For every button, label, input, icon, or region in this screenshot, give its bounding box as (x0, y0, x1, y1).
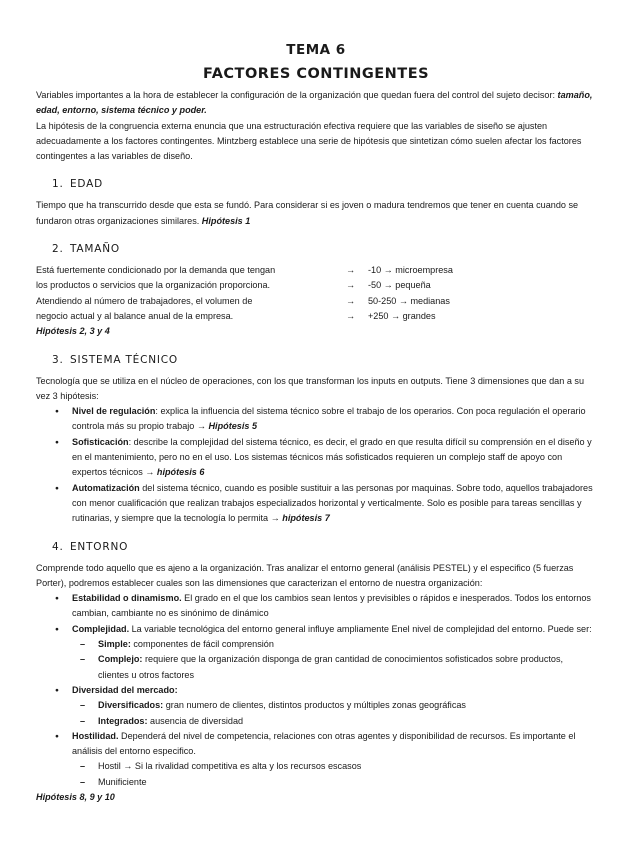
sub-term: Integrados: (98, 715, 148, 726)
list-item (36, 435, 596, 481)
category-label: +250 → grandes (368, 310, 436, 321)
size-categories (346, 263, 453, 324)
arrow-icon: → (346, 265, 356, 276)
sub-list (72, 637, 596, 683)
text-line: negocio actual y al balance anual de la empresa. (36, 310, 234, 321)
sub-list (72, 759, 596, 790)
hypothesis-ref: Hipótesis 8, 9 y 10 (36, 791, 115, 802)
sub-list (72, 698, 596, 729)
sub-term: Simple: (98, 639, 131, 650)
sub-list-item (72, 652, 596, 683)
sub-text: Munificiente (98, 776, 147, 787)
intro-text: Variables importantes a la hora de establecer la configuración de la organización que quedan fuera del control del sujeto decisor: (36, 90, 558, 100)
sub-list-item (72, 714, 596, 729)
section-number: 2. (52, 243, 64, 256)
sub-term: Diversificados: (98, 700, 164, 711)
sub-text: Hostil → Si la rivalidad competitiva es alta y los recursos escasos (98, 761, 362, 772)
sub-term: Complejo: (98, 654, 143, 665)
item-text: : explica la influencia del sistema técnico sobre el trabajo de los operarios. Con poca regulación el operario controla más su propio trabajo → (72, 406, 586, 432)
item-term: Automatización (72, 482, 140, 493)
section-heading-tamano (52, 241, 596, 257)
section-title: TAMAÑO (70, 243, 120, 256)
size-description (36, 263, 306, 324)
section-heading-edad (52, 176, 596, 192)
list-item (36, 481, 596, 527)
sub-list-item (72, 698, 596, 713)
arrow-icon: → (346, 310, 356, 321)
paragraph-text: Tiempo que ha transcurrido desde que esta se fundó. Para considerar si es joven o madura tendremos que tener en cuenta cuando se fundaron otras organizaciones similares. (36, 200, 579, 226)
sub-text: gran numero de clientes, distintos productos y múltiples zonas geográficas (163, 700, 466, 711)
arrow-icon: → (346, 295, 356, 306)
section-sistema-text: Tecnología que se utiliza en el núcleo de operaciones, con los que transforman los inputs en outputs. Tiene 3 dimensiones que dan a su vez 3 hipótesis: (36, 375, 585, 401)
section-title: ENTORNO (70, 540, 129, 553)
sub-text: requiere que la organización disponga de gran cantidad de conocimientos sofisticados sobre productos, clientes u otros factores (98, 654, 564, 680)
list-item (36, 683, 596, 729)
size-category (346, 278, 453, 293)
hypothesis-ref: Hipótesis 2, 3 y 4 (36, 326, 110, 337)
intro-paragraph-1 (36, 88, 596, 119)
section-number: 3. (52, 353, 64, 366)
size-category (346, 263, 453, 278)
sub-text: componentes de fácil comprensión (130, 639, 274, 650)
text-line: Atendiendo al número de trabajadores, el volumen de (36, 295, 253, 306)
item-term: Estabilidad o dinamismo. (72, 593, 182, 604)
technical-dimensions-list (36, 404, 596, 526)
document-page (36, 38, 596, 805)
page-title: TEMA 6 (286, 42, 346, 58)
list-item (36, 404, 596, 435)
item-term: Hostilidad. (72, 730, 119, 741)
hypothesis-ref: Hipótesis 5 (208, 421, 257, 432)
list-item (36, 729, 596, 790)
intro-paragraph-2: La hipótesis de la congruencia externa enuncia que una estructuración efectiva requiere que las variables de siseño se ajusten adecuadamente a los factores contingentes. Mintzberg establece una serie de hipótesis que sintetizan cómo suelen afectar los factores contingentes a las variables de diseño. (36, 120, 582, 162)
sub-list-item (72, 775, 596, 790)
section-heading-entorno (52, 539, 596, 555)
hypothesis-ref: Hipótesis 1 (201, 215, 251, 226)
hypothesis-ref: hipótesis 6 (156, 467, 205, 478)
section-entorno-text: Comprende todo aquello que es ajeno a la organización. Tras analizar el entorno general (análisis PESTEL) y el especifico (5 fuerzas Porter), podremos establecer cuales son las dimensiones que caracterizan el entorno de nuestra organización: (36, 562, 574, 588)
hypothesis-ref: hipótesis 7 (282, 513, 330, 524)
item-text: : describe la complejidad del sistema técnico, es decir, el grado en que resulta difícil su comprensión en el diseño y en el mantenimiento, pero no en el uso. Los sistemas técnicos más sofisticados requieren un complejo staff de apoyo con expertos técnicos → (72, 436, 592, 478)
text-line: los productos o servicios que la organización proporciona. (36, 280, 271, 291)
section-title: SISTEMA TÉCNICO (70, 353, 178, 366)
size-category (346, 309, 453, 324)
section-edad-text (36, 198, 596, 229)
sub-text: ausencia de diversidad (147, 715, 244, 726)
item-text: Dependerá del nivel de competencia, relaciones con otras agentes y disponibilidad de recursos. Es importante el análisis del entorno especifico. (72, 730, 576, 757)
item-text: del sistema técnico, cuando es posible sustituir a las personas por maquinas. Sobre todo, aquellos trabajadores con menor cualificación que realizan trabajos especializados horizontal y verticalmente. Solo es posible para tareas sencillas y rutinarias, y siempre que la tecnología lo permita → (72, 482, 593, 524)
item-term: Nivel de regulación (72, 406, 156, 417)
item-term: Sofisticación (72, 436, 129, 447)
section-heading-sistema-tecnico (52, 352, 596, 368)
section-number: 1. (52, 178, 64, 191)
item-text: El grado en el que los cambios sean lentos y previsibles o rápidos e inesperados. Todos los entornos cambian, cambiante no es sinónimo de dinámico (72, 593, 591, 619)
list-item (36, 591, 596, 622)
item-term: Complejidad. (72, 623, 130, 634)
size-category (346, 294, 453, 309)
section-title: EDAD (70, 178, 104, 191)
text-line: Está fuertemente condicionado por la demanda que tengan (36, 265, 276, 276)
category-label: 50-250 → medianas (368, 295, 450, 306)
intro-factors: tamaño, edad, entorno, sistema técnico y poder. (36, 90, 593, 116)
arrow-icon: → (346, 280, 356, 291)
item-text: La variable tecnológica del entorno general influye ampliamente Enel nivel de complejidad del entorno. Puede ser: (129, 623, 592, 634)
sub-list-item (72, 759, 596, 774)
list-item (36, 622, 596, 683)
category-label: -10 → microempresa (368, 265, 453, 276)
sub-list-item (72, 637, 596, 652)
size-columns (36, 263, 596, 324)
page-subtitle: FACTORES CONTINGENTES (202, 66, 430, 82)
item-term: Diversidad del mercado: (72, 684, 178, 695)
section-number: 4. (52, 540, 64, 553)
environment-dimensions-list (36, 591, 596, 790)
category-label: -50 → pequeña (368, 280, 431, 291)
